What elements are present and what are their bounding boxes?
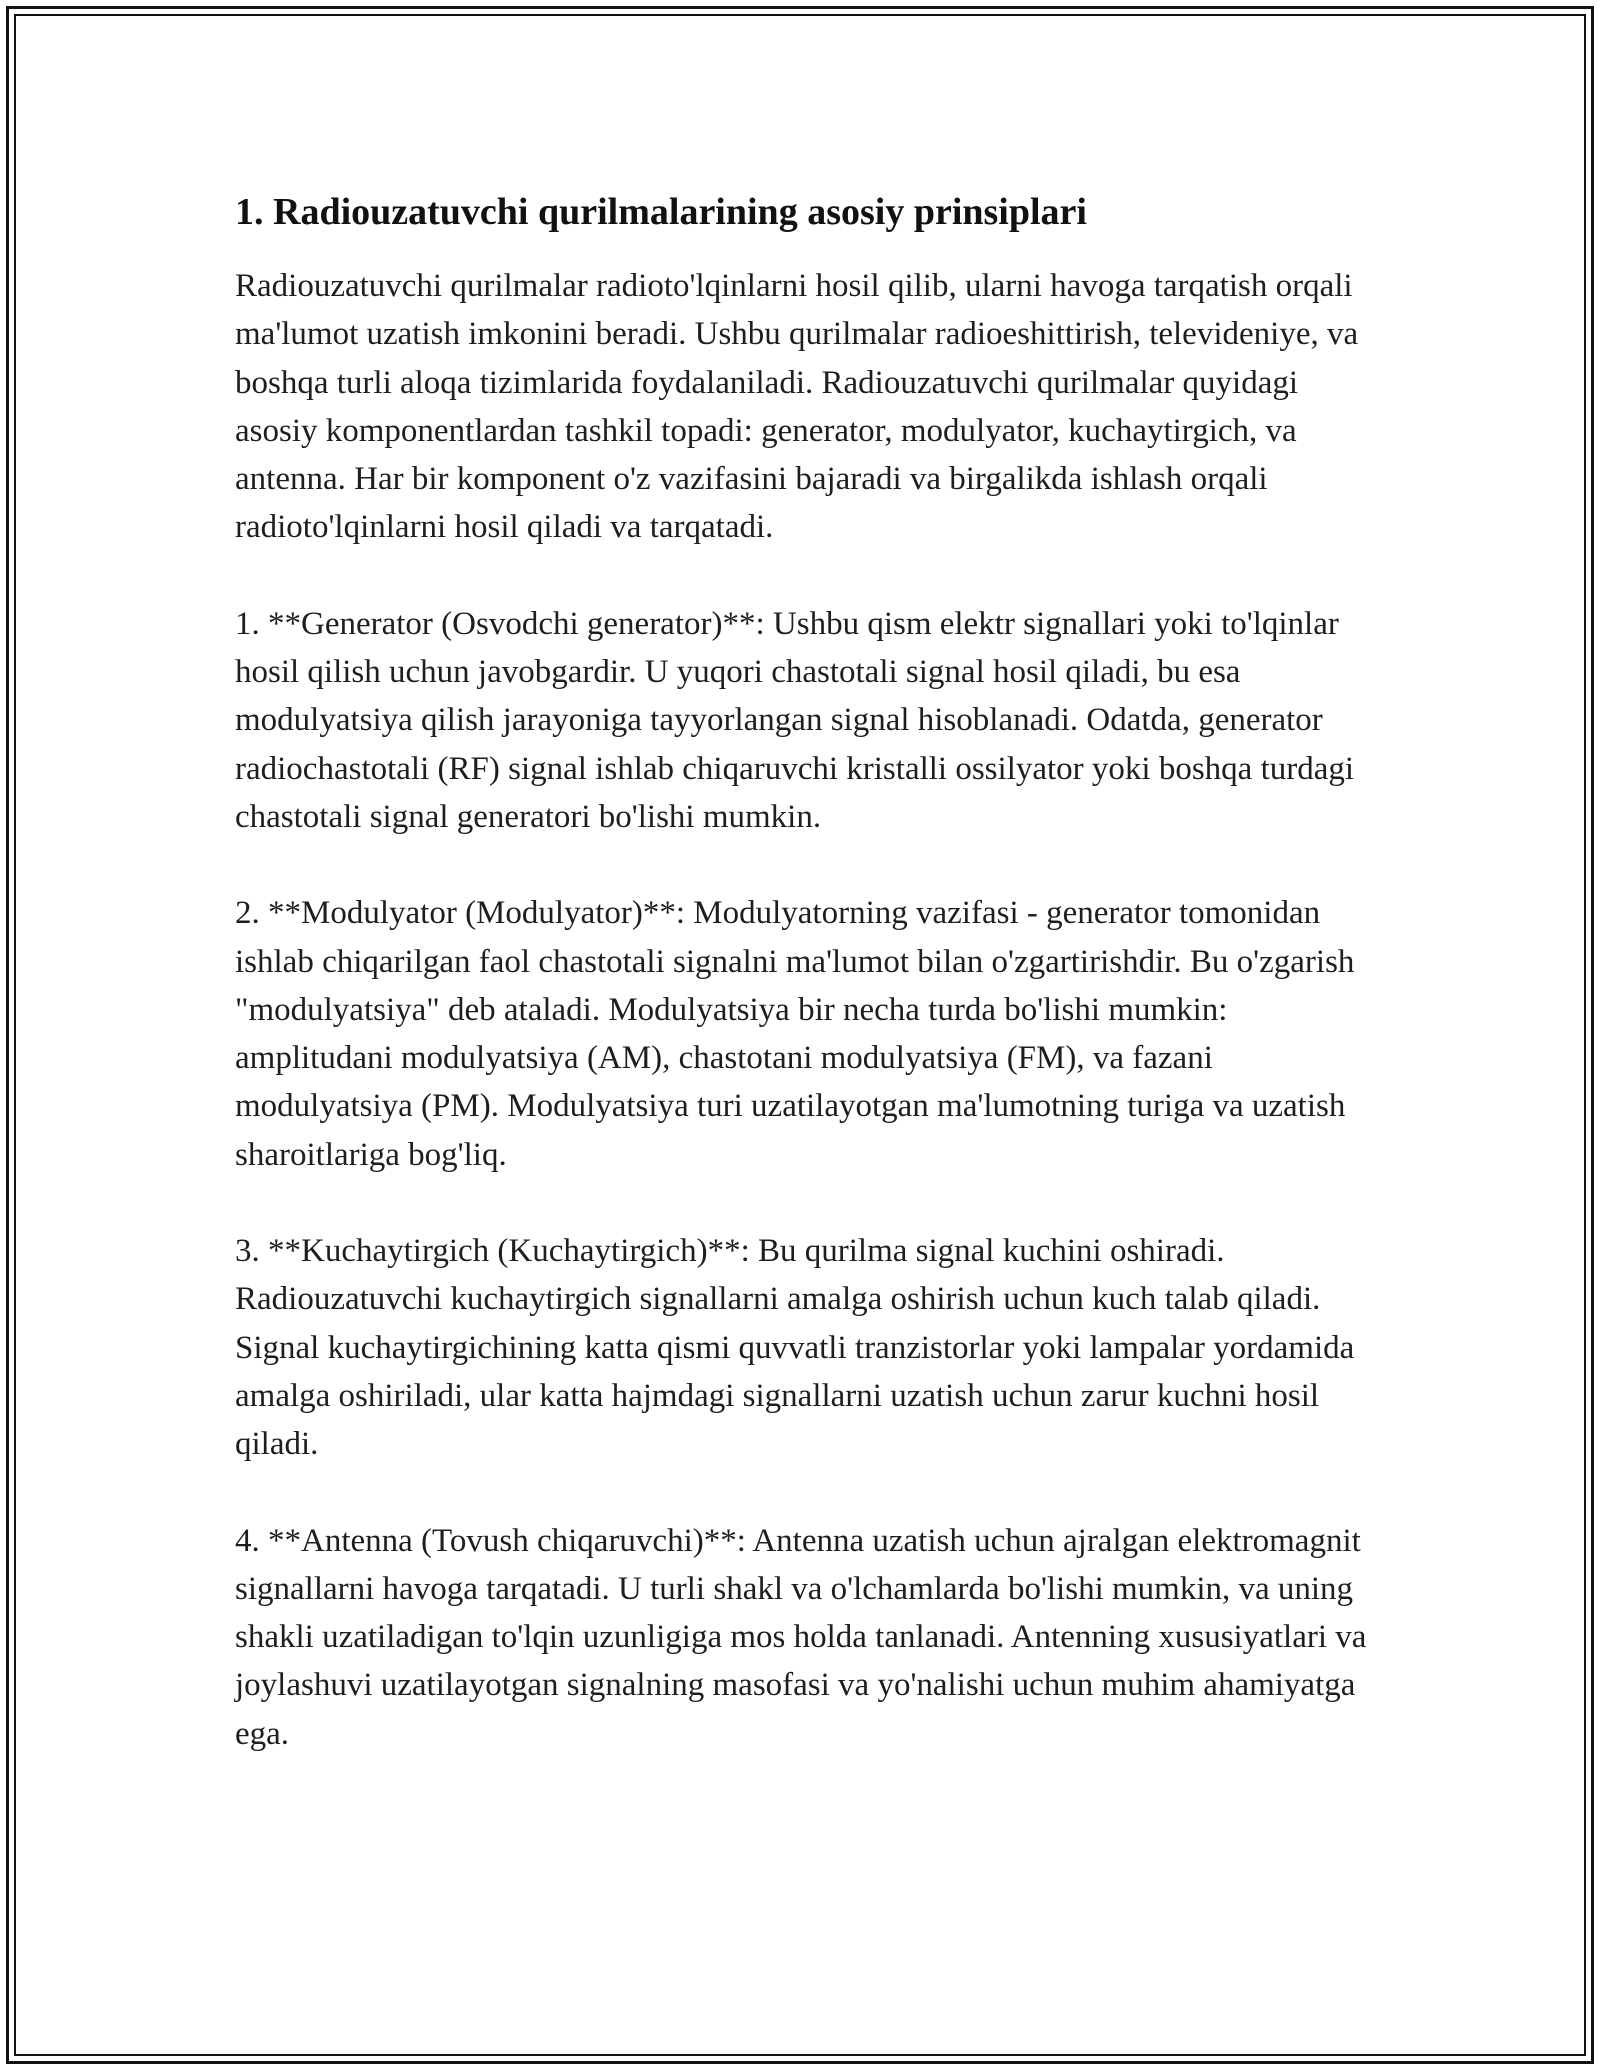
item-kuchaytirgich: 3. **Kuchaytirgich (Kuchaytirgich)**: Bu qurilma signal kuchini oshiradi. Radiouzatuvchi kuchaytirgich signallarni amalga oshirish uchun kuch talab qiladi. Signal kuchaytirgichining katta qismi quvvatli tranzistorlar yoki lampalar yordamida amalga oshiriladi, ular katta hajmdagi signallarni uzatish uchun zarur kuchni hosil qiladi. xyxy=(235,1233,1355,1463)
intro-paragraph: Radiouzatuvchi qurilmalar radioto'lqinlarni hosil qilib, ularni havoga tarqatish orqali ma'lumot uzatish imkonini beradi. Ushbu qurilmalar radioeshittirish, televideniye, va boshqa turli aloqa tizimlarida foydalaniladi. Radiouzatuvchi qurilmalar quyidagi asosiy komponentlardan tashkil topadi: generator, modulyator, kuchaytirgich, va antenna. Har bir komponent o'z vazifasini bajaradi va birgalikda ishlash orqali radioto'lqinlarni hosil qiladi va tarqatadi. xyxy=(235,268,1359,546)
document-body xyxy=(235,186,1385,1758)
section-heading: 1. Radiouzatuvchi qurilmalarining asosiy prinsiplari xyxy=(235,191,1087,233)
item-generator: 1. **Generator (Osvodchi generator)**: Ushbu qism elektr signallari yoki to'lqinlar hosil qilish uchun javobgardir. U yuqori chastotali signal hosil qiladi, bu esa modulyatsiya qilish jarayoniga tayyorlangan signal hisoblanadi. Odatda, generator radiochastotali (RF) signal ishlab chiqaruvchi kristalli ossilyator yoki boshqa turdagi chastotali signal generatori bo'lishi mumkin. xyxy=(235,605,1355,835)
item-modulyator: 2. **Modulyator (Modulyator)**: Modulyatorning vazifasi - generator tomonidan ishlab chiqarilgan faol chastotali signalni ma'lumot bilan o'zgartirishdir. Bu o'zgarish "modulyatsiya" deb ataladi. Modulyatsiya bir necha turda bo'lishi mumkin: amplitudani modulyatsiya (AM), chastotani modulyatsiya (FM), va fazani modulyatsiya (PM). Modulyatsiya turi uzatilayotgan ma'lumotning turiga va uzatish sharoitlariga bog'liq. xyxy=(235,895,1355,1173)
item-antenna: 4. **Antenna (Tovush chiqaruvchi)**: Antenna uzatish uchun ajralgan elektromagnit signallarni havoga tarqatadi. U turli shakl va o'lchamlarda bo'lishi mumkin, va uning shakli uzatiladigan to'lqin uzunligiga mos holda tanlanadi. Antenning xususiyatlari va joylashuvi uzatilayotgan signalning masofasi va yo'nalishi uchun muhim ahamiyatga ega. xyxy=(235,1522,1367,1752)
